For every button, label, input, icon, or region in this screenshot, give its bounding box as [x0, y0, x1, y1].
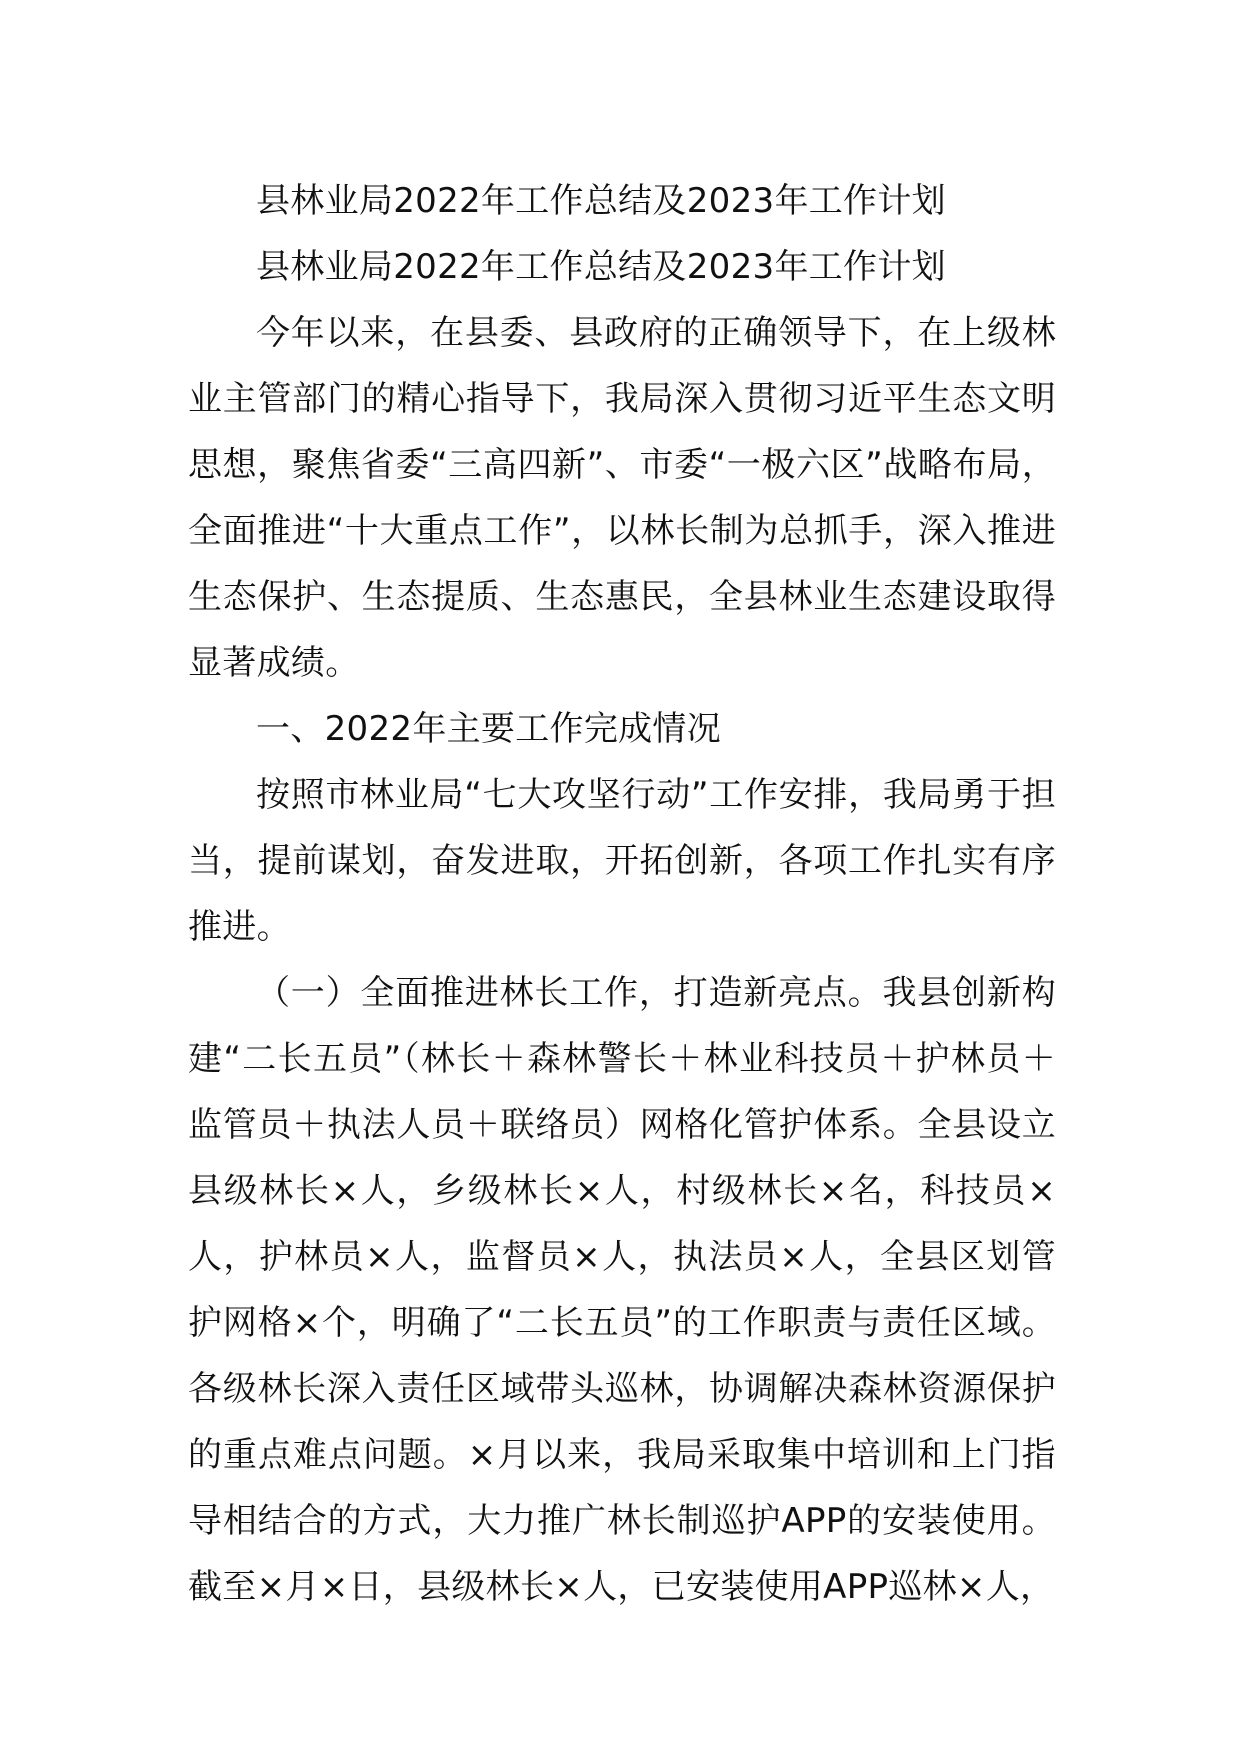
paragraph-intro: 今年以来，在县委、县政府的正确领导下，在上级林业主管部门的精心指导下，我局深入贯彻习近平生态文明思想，聚焦省委“三高四新”、市委“一极六区”战略布局，全面推进“十大重点工作”，以林长制为总抓手，深入推进生态保护、生态提质、生态惠民，全县林业生态建设取得显著成绩。 [188, 313, 1056, 683]
document-body [188, 168, 1056, 1620]
section-heading-1: 一、2022年主要工作完成情况 [256, 709, 722, 749]
paragraph-overview: 按照市林业局“七大攻坚行动”工作安排，我局勇于担当，提前谋划，奋发进取，开拓创新，各项工作扎实有序推进。 [188, 775, 1056, 947]
document-title-repeat: 县林业局2022年工作总结及2023年工作计划 [256, 247, 946, 287]
paragraph-forest-chief: （一）全面推进林长工作，打造新亮点。我县创新构建“二长五员”（林长＋森林警长＋林业科技员＋护林员＋监管员＋执法人员＋联络员）网格化管护体系。全县设立县级林长×人，乡级林长×人，村级林长×名，科技员×人，护林员×人，监督员×人，执法员×人，全县区划管护网格×个，明确了“二长五员”的工作职责与责任区域。各级林长深入责任区域带头巡林，协调解决森林资源保护的重点难点问题。×月以来，我局采取集中培训和上门指导相结合的方式，大力推广林长制巡护APP的安装使用。截至×月×日，县级林长×人，已安装使用APP巡林×人， [188, 973, 1056, 1607]
document-title: 县林业局2022年工作总结及2023年工作计划 [256, 181, 946, 221]
